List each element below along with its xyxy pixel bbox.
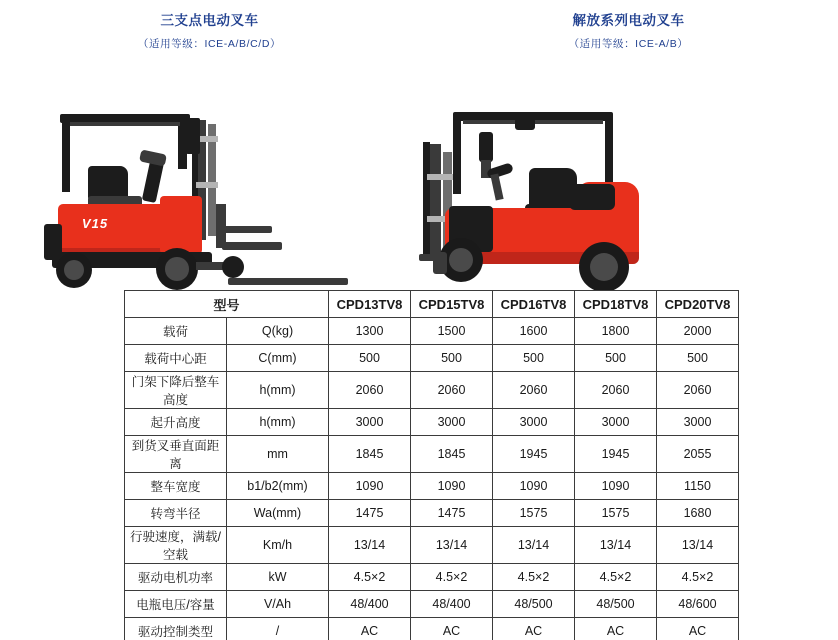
row-name: 转弯半径 — [125, 500, 227, 527]
row-value: AC — [329, 618, 411, 640]
table-row — [125, 318, 739, 345]
row-value: 1680 — [657, 500, 739, 527]
table-row — [125, 409, 739, 436]
row-value: 1500 — [411, 318, 493, 345]
table-row — [125, 372, 739, 409]
row-value: 48/600 — [657, 591, 739, 618]
row-value: 2060 — [493, 372, 575, 409]
spec-table-container — [124, 290, 738, 640]
row-value: 1800 — [575, 318, 657, 345]
row-name: 载荷中心距 — [125, 345, 227, 372]
table-row — [125, 436, 739, 473]
row-unit: mm — [227, 436, 329, 473]
row-value: 13/14 — [493, 527, 575, 564]
product-images-row — [0, 56, 838, 271]
heading-left — [0, 12, 419, 52]
heading-right-subtitle: （适用等级：ICE-A/B） — [568, 38, 689, 50]
row-value: 4.5×2 — [657, 564, 739, 591]
row-value: 1150 — [657, 473, 739, 500]
header-model-3: CPD16TV8 — [493, 291, 575, 318]
heading-right — [419, 12, 838, 52]
row-value: 3000 — [493, 409, 575, 436]
row-value: 500 — [411, 345, 493, 372]
row-unit: V/Ah — [227, 591, 329, 618]
row-value: 1090 — [575, 473, 657, 500]
row-name: 载荷 — [125, 318, 227, 345]
header-model-label: 型号 — [125, 291, 329, 318]
spec-table — [124, 290, 739, 640]
row-value: 4.5×2 — [329, 564, 411, 591]
headings-row — [0, 0, 838, 52]
row-name: 驱动控制类型 — [125, 618, 227, 640]
row-value: 500 — [329, 345, 411, 372]
row-value: 2060 — [411, 372, 493, 409]
table-row — [125, 564, 739, 591]
row-value: 1845 — [411, 436, 493, 473]
row-value: 2055 — [657, 436, 739, 473]
heading-left-title: 三支点电动叉车 — [160, 13, 259, 28]
table-row — [125, 527, 739, 564]
row-unit: C(mm) — [227, 345, 329, 372]
row-unit: Wa(mm) — [227, 500, 329, 527]
row-value: AC — [493, 618, 575, 640]
row-value: 1475 — [411, 500, 493, 527]
table-row — [125, 345, 739, 372]
row-unit: h(mm) — [227, 409, 329, 436]
row-value: 4.5×2 — [411, 564, 493, 591]
row-unit: h(mm) — [227, 372, 329, 409]
row-value: 13/14 — [329, 527, 411, 564]
row-value: 2060 — [329, 372, 411, 409]
row-value: 1945 — [575, 436, 657, 473]
row-value: AC — [575, 618, 657, 640]
row-unit: Q(kg) — [227, 318, 329, 345]
table-row — [125, 618, 739, 640]
row-value: 3000 — [657, 409, 739, 436]
row-name: 行驶速度，满载/空载 — [125, 527, 227, 564]
product-image-left — [0, 56, 419, 271]
table-row — [125, 473, 739, 500]
table-header-row — [125, 291, 739, 318]
row-unit: kW — [227, 564, 329, 591]
row-value: 1945 — [493, 436, 575, 473]
row-value: 1090 — [493, 473, 575, 500]
header-model-5: CPD20TV8 — [657, 291, 739, 318]
row-unit: / — [227, 618, 329, 640]
row-name: 整车宽度 — [125, 473, 227, 500]
header-model-2: CPD15TV8 — [411, 291, 493, 318]
table-row — [125, 500, 739, 527]
row-value: 2060 — [575, 372, 657, 409]
row-value: 1475 — [329, 500, 411, 527]
row-value: AC — [411, 618, 493, 640]
product-image-right — [419, 56, 838, 271]
row-value: 13/14 — [657, 527, 739, 564]
row-value: 48/500 — [493, 591, 575, 618]
row-value: 500 — [657, 345, 739, 372]
row-value: 3000 — [411, 409, 493, 436]
row-name: 电瓶电压/容量 — [125, 591, 227, 618]
header-model-4: CPD18TV8 — [575, 291, 657, 318]
row-name: 起升高度 — [125, 409, 227, 436]
row-value: 48/500 — [575, 591, 657, 618]
row-value: 4.5×2 — [575, 564, 657, 591]
heading-left-subtitle: （适用等级：ICE-A/B/C/D） — [137, 38, 282, 50]
row-value: 3000 — [329, 409, 411, 436]
row-unit: Km/h — [227, 527, 329, 564]
row-value: 2000 — [657, 318, 739, 345]
row-value: 500 — [575, 345, 657, 372]
row-value: 3000 — [575, 409, 657, 436]
row-value: 48/400 — [329, 591, 411, 618]
row-name: 到货叉垂直面距离 — [125, 436, 227, 473]
row-value: 1090 — [329, 473, 411, 500]
row-value: 13/14 — [575, 527, 657, 564]
row-value: 500 — [493, 345, 575, 372]
row-value: 1575 — [493, 500, 575, 527]
row-name: 门架下降后整车高度 — [125, 372, 227, 409]
row-value: 1845 — [329, 436, 411, 473]
row-value: 4.5×2 — [493, 564, 575, 591]
row-value: 13/14 — [411, 527, 493, 564]
table-row — [125, 591, 739, 618]
row-value: AC — [657, 618, 739, 640]
row-value: 1300 — [329, 318, 411, 345]
row-name: 驱动电机功率 — [125, 564, 227, 591]
row-value: 48/400 — [411, 591, 493, 618]
row-value: 1575 — [575, 500, 657, 527]
row-value: 1090 — [411, 473, 493, 500]
row-unit: b1/b2(mm) — [227, 473, 329, 500]
row-value: 2060 — [657, 372, 739, 409]
row-value: 1600 — [493, 318, 575, 345]
header-model-1: CPD13TV8 — [329, 291, 411, 318]
heading-right-title: 解放系列电动叉车 — [572, 13, 685, 28]
forklift-badge: V15 — [81, 216, 109, 231]
